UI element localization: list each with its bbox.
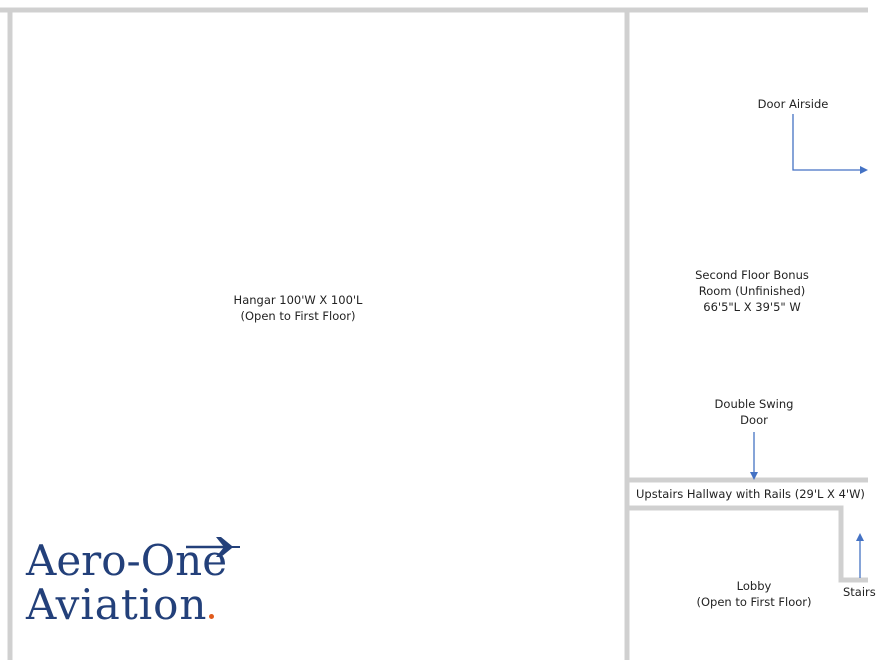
- hangar-label-line2: (Open to First Floor): [240, 309, 356, 323]
- hangar-label-line1: Hangar 100'W X 100'L: [233, 293, 363, 307]
- door-airside-label: [743, 96, 843, 112]
- double-swing-door-label: [704, 396, 804, 428]
- bonus-room-line2: Room (Unfinished): [698, 284, 806, 298]
- bonus-room-line1: Second Floor Bonus: [695, 268, 809, 282]
- door-airside-text: Door Airside: [757, 97, 829, 111]
- logo-line2-text: Aviation: [26, 580, 208, 629]
- double-swing-door-line1: Double Swing: [714, 397, 794, 411]
- hallway-label: [636, 486, 865, 502]
- lobby-label: [684, 578, 824, 610]
- door-airside-arrow: [793, 114, 866, 170]
- double-swing-door-line2: Door: [740, 413, 768, 427]
- hallway-text: Upstairs Hallway with Rails (29'L X 4'W): [636, 487, 865, 501]
- lobby-line1: Lobby: [736, 579, 772, 593]
- stairs-label: [843, 584, 876, 600]
- bonus-room-line3: 66'5"L X 39'5" W: [703, 300, 801, 314]
- lobby-line2: (Open to First Floor): [696, 595, 812, 609]
- hallway-bottom-wall: [627, 508, 868, 580]
- logo-line2: [26, 580, 214, 629]
- stairs-text: Stairs: [843, 585, 876, 599]
- logo-dot: [209, 614, 214, 619]
- bonus-room-label: [682, 267, 822, 315]
- hangar-label: [218, 292, 378, 324]
- logo-line1: Aero-One: [26, 536, 228, 585]
- aero-one-logo: [26, 536, 246, 640]
